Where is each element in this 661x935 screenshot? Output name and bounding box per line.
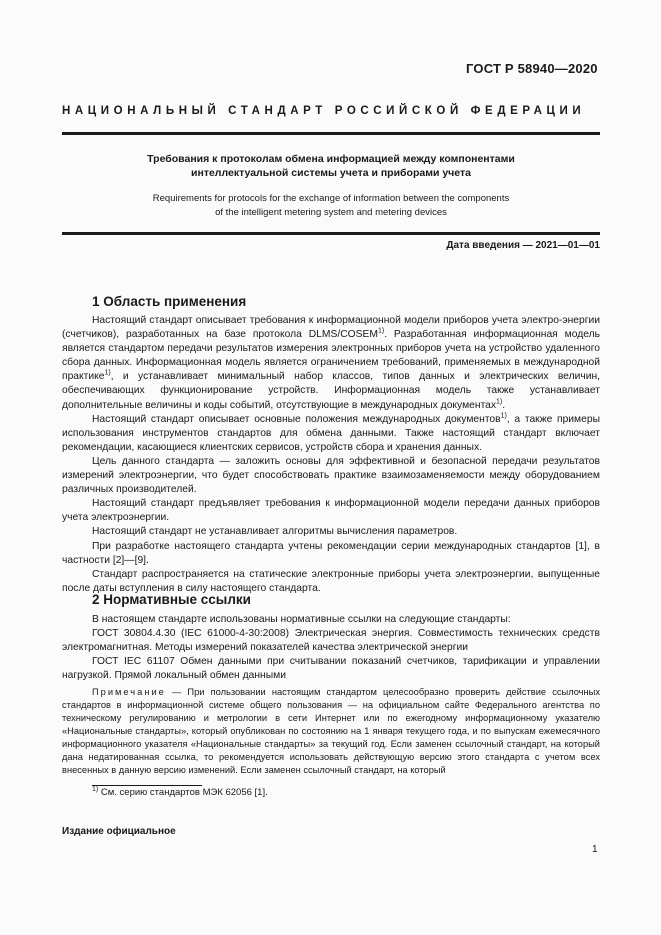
document-code: ГОСТ Р 58940—2020	[466, 61, 598, 76]
section-2-body	[62, 613, 600, 683]
top-divider	[62, 132, 600, 135]
section-1-body	[62, 314, 600, 596]
page-number: 1	[592, 844, 598, 855]
national-standard-heading: НАЦИОНАЛЬНЫЙ СТАНДАРТ РОССИЙСКОЙ ФЕДЕРАЦИИ	[62, 105, 586, 117]
paragraph: Настоящий стандарт описывает основные положения международных документов$^{1)}$, а также примеры использования инструментов стандартов для обмена данными. Также настоящий стандарт включает рекомендации, касающиеся клиентских сервисов, устройств сбора и хранения данных.	[62, 412, 600, 453]
paragraph: ГОСТ IEC 61107 Обмен данными при считывании показаний счетчиков, тарификации и управлении нагрузкой. Прямой локальный обмен данными	[62, 656, 600, 682]
edition-label: Издание официальное	[62, 826, 176, 837]
note	[62, 686, 600, 777]
footnote: $^{1)}$ См. серию стандартов МЭК 62056 [1].	[92, 785, 268, 798]
paragraph: ГОСТ 30804.4.30 (IEC 61000-4-30:2008) Электрическая энергия. Совместимость технических средств электромагнитная. Методы измерений показателей качества электрической энергии	[62, 628, 600, 654]
paragraph: Настоящий стандарт не устанавливает алгоритмы вычисления параметров.	[92, 526, 458, 538]
title-en-line1: Requirements for protocols for the exchange of information between the components	[152, 193, 510, 204]
section-2-heading: 2 Нормативные ссылки	[92, 592, 251, 607]
paragraph: В настоящем стандарте использованы нормативные ссылки на следующие стандарты:	[92, 614, 511, 625]
intro-date: Дата введения — 2021—01—01	[446, 240, 600, 251]
title-ru-line2: интеллектуальной системы учета и приборами учета	[191, 167, 471, 179]
paragraph: Настоящий стандарт предъявляет требования к информационной модели передачи данных приборов учета электроэнергии.	[62, 498, 600, 524]
paragraph: Стандарт распространяется на статические электронные приборы учета электроэнергии, выпущенные после даты вступления в силу настоящего стандарта.	[62, 568, 600, 594]
title-en-line2: of the intelligent metering system and metering devices	[215, 207, 447, 218]
document-title-en	[62, 192, 600, 220]
footnote-divider	[92, 785, 202, 786]
paragraph: Цель данного стандарта — заложить основы для эффективной и безопасной передачи результатов измерений электроэнергии, что будет способствовать практике взаимозаменяемости между оборудованием различных производителей.	[62, 455, 600, 496]
section-1-heading: 1 Область применения	[92, 294, 247, 309]
document-title-ru	[62, 152, 600, 180]
title-divider	[62, 232, 600, 235]
paragraph: Настоящий стандарт описывает требования к информационной модели приборов учета электро-энергии (счетчиков), разработанных на базе протокола DLMS/COSEM$^{1)}$. Разработанная информационная модель является стандартом передачи результатов измерения электронных приборов учета на устройство удаленного сбора данных. Информационная модель является ограничением требований, применяемых в международной практике$^{1)}$, и устанавливает минимальный набор классов, типов данных и электрических величин, обеспечивающих функционирование устройств. Информационная модель также устанавливает дополнительные величины и коды событий, отсутствующие в международных документах$^{1)}$.	[62, 315, 600, 411]
paragraph: При разработке настоящего стандарта учтены рекомендации серии международных стандартов [1], в частности [2]—[9].	[62, 540, 600, 566]
title-ru-line1: Требования к протоколам обмена информацией между компонентами	[147, 153, 515, 165]
note-label: Примечание	[92, 687, 166, 697]
note-text: — При пользовании настоящим стандартом целесообразно проверить действие ссылочных стандартов в информационной системе общего пользования — на официальном сайте Федерального агентства по техническому регулированию и метрологии в сети Интернет или по ежегодному информационному указателю «Национальные стандарты», который опубликован по состоянию на 1 января текущего года, и по выпускам ежемесячного информационного указателя «Национальные стандарты» за текущий год. Если заменен ссылочный стандарт, на который дана недатированная ссылка, то рекомендуется использовать действующую версию этого стандарта с учетом всех внесенных в данную версию изменений. Если заменен ссылочный стандарт, на который	[62, 687, 600, 775]
